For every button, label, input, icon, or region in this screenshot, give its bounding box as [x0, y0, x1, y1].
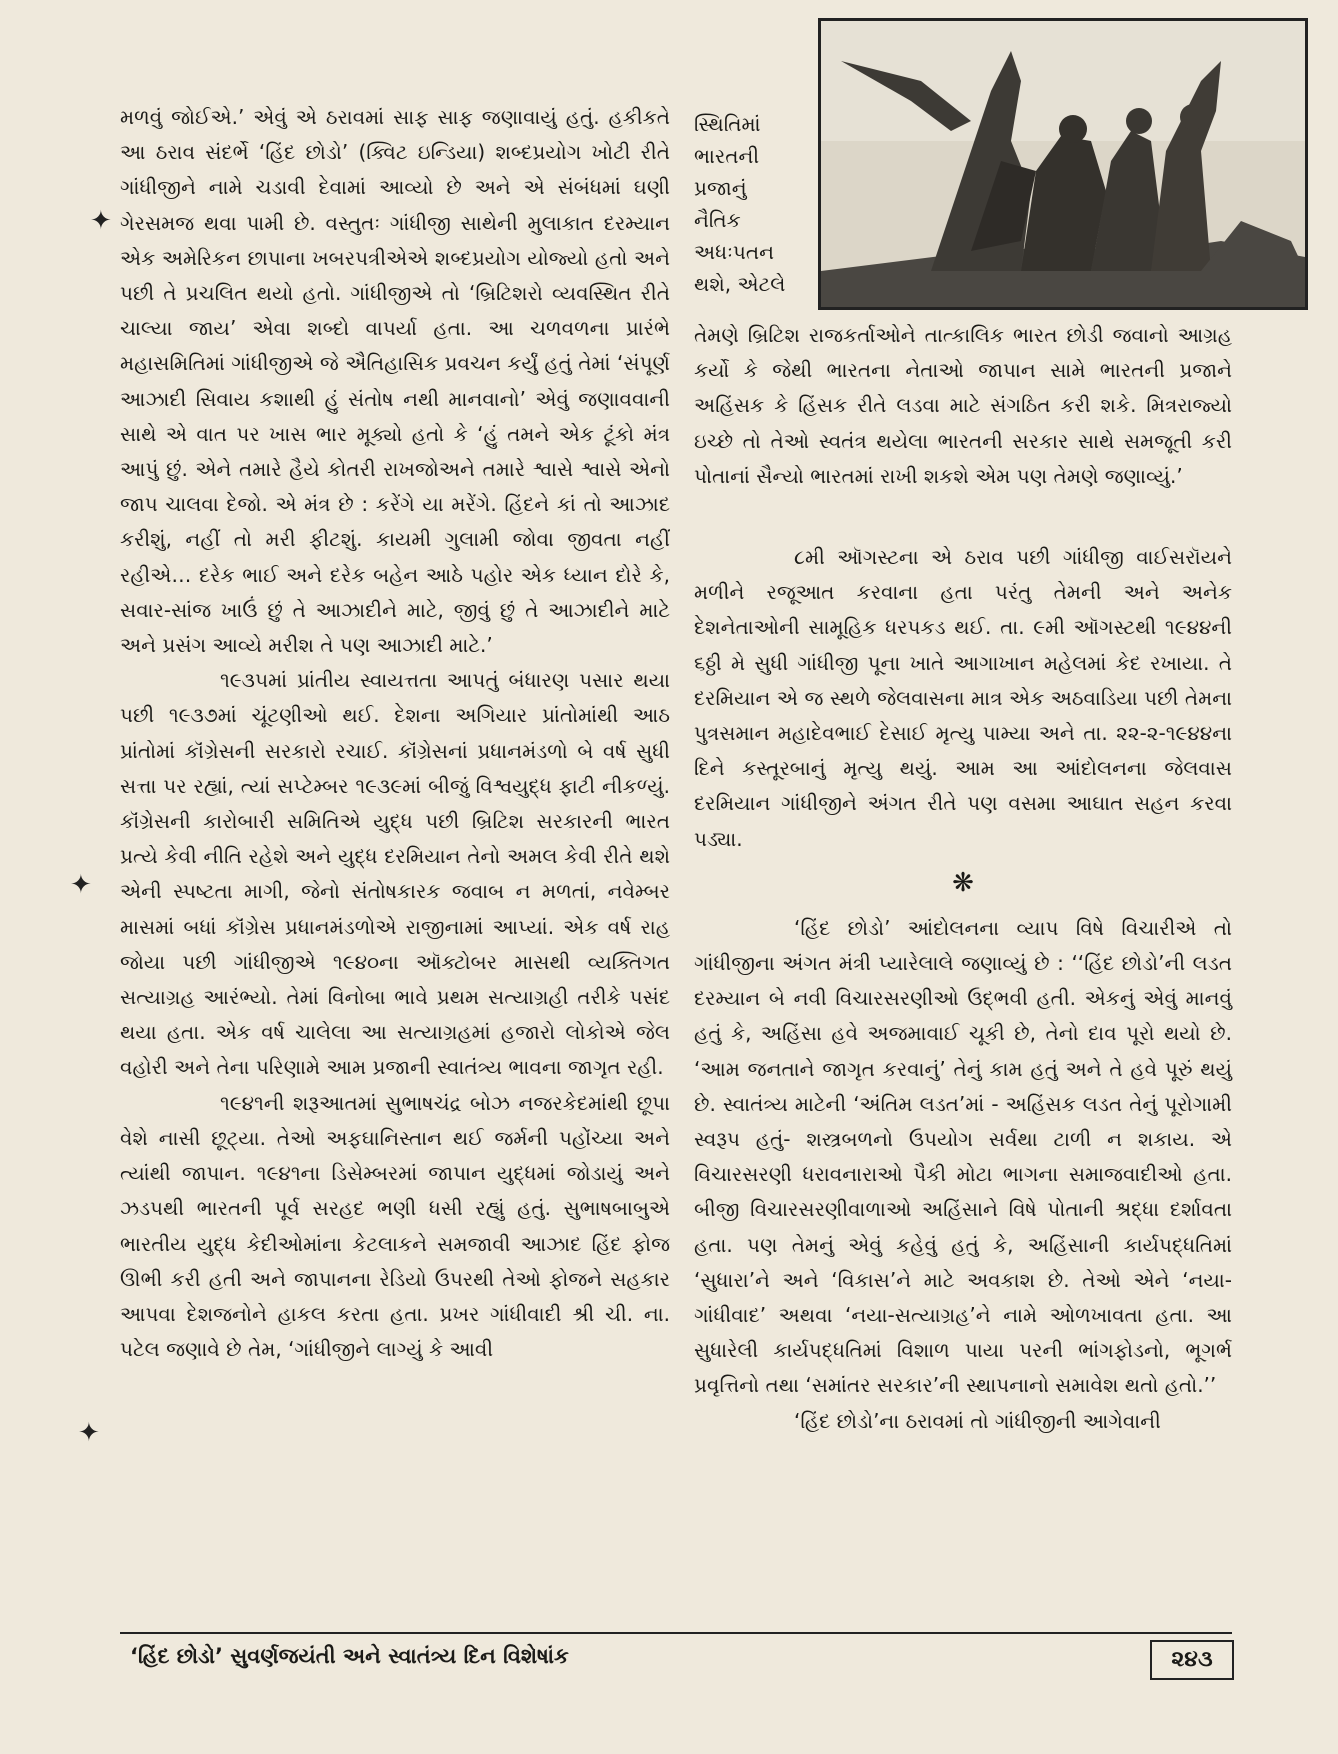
paragraph: ‘હિંદ છોડો’ના ઠરાવમાં તો ગાંધીજીની આગેવાની [794, 1408, 1161, 1433]
text-line: થશે, એટલે [694, 272, 786, 296]
statue-photo [818, 18, 1308, 310]
text-line: પ્રજાનું [694, 176, 747, 200]
paragraph: ‘હિંદ છોડો’ આંદોલનના વ્યાપ વિષે વિચારીએ તો ગાંધીજીના અંગત મંત્રી પ્યારેલાલે જણાવ્યું છે : ‘‘હિંદ છોડો’ની લડત દરમ્યાન બે નવી વિચારસરણીઓ ઉદ્ભવી હતી. એકનું એવું માનવું હતું કે, અહિંસા હવે અજમાવાઈ ચૂકી છે, તેનો દાવ પૂરો થયો છે. ‘આમ જનતાને જાગૃત કરવાનું’ તેનું કામ હતું અને તે હવે પૂરું થયું છે. સ્વાતંત્ર્ય માટેની ‘અંતિમ લડત’માં - અહિંસક લડત તેનું પૂરોગામી સ્વરૂપ હતું- શસ્ત્રબળનો ઉપયોગ સર્વથા ટાળી ન શકાય. એ વિચારસરણી ધરાવનારાઓ પૈકી મોટા ભાગના સમાજવાદીઓ હતા. બીજી વિચારસરણીવાળાઓ અહિંસાને વિષે પોતાની શ્રદ્ધા દર્શાવતા હતા. પણ તેમનું એવું કહેવું હતું કે, અહિંસાની કાર્યપદ્ધતિમાં ‘સુધારા’ને અને ‘વિકાસ’ને માટે અવકાશ છે. તેઓ એને ‘નયા-ગાંધીવાદ’ અથવા ‘નયા-સત્યાગ્રહ’ને નામે ઓળખાવતા હતા. આ સુધારેલી કાર્યપદ્ધતિમાં વિશાળ પાયા પરની ભાંગફોડનો, ભૂગર્ભ પ્રવૃત્તિનો તથા ‘સમાંતર સરકાર’ની સ્થાપનાનો સમાવેશ થતો હતો.’’ [694, 915, 1232, 1398]
right-column-bottom [694, 540, 1232, 1439]
text-line: ભારતની [694, 144, 760, 168]
photo-side-text [694, 108, 814, 300]
paragraph: ૮મી ઑગસ્ટના એ ઠરાવ પછી ગાંધીજી વાઈસરૉયને મળીને રજૂઆત કરવાના હતા પરંતુ તેમની અને અનેક દેશનેતાઓની સામૂહિક ધરપકડ થઈ. તા. ૯મી ઑગસ્ટથી ૧૯૪૪ની ૬ઠ્ઠી મે સુધી ગાંધીજી પૂના ખાતે આગાખાન મહેલમાં કેદ રખાયા. તે દરમિયાન એ જ સ્થળે જેલવાસના માત્ર એક અઠવાડિયા પછી તેમના પુત્રસમાન મહાદેવભાઈ દેસાઈ મૃત્યુ પામ્યા અને તા. ૨૨-૨-૧૯૪૪ના દિને કસ્તૂરબાનું મૃત્યુ થયું. આમ આ આંદોલનના જેલવાસ દરમિયાન ગાંધીજીને અંગત રીતે પણ વસમા આઘાત સહન કરવા પડ્યા. [694, 545, 1232, 851]
text-line: સ્થિતિમાં [694, 112, 761, 136]
paragraph: મળવું જોઈએ.’ એવું એ ઠરાવમાં સાફ સાફ જણાવાયું હતું. હકીકતે આ ઠરાવ સંદર્ભે ‘હિંદ છોડો’ (ક્વિટ ઇન્ડિયા) શબ્દપ્રયોગ ખોટી રીતે ગાંધીજીને નામે ચડાવી દેવામાં આવ્યો છે અને એ સંબંધમાં ઘણી ગેરસમજ થવા પામી છે. વસ્તુતઃ ગાંધીજી સાથેની મુલાકાત દરમ્યાન એક અમેરિકન છાપાના ખબરપત્રીએએ શબ્દપ્રયોગ યોજ્યો હતો અને પછી તે પ્રચલિત થયો હતો. ગાંધીજીએ તો ‘બ્રિટિશરો વ્યવસ્થિત રીતે ચાલ્યા જાય’ એવા શબ્દો વાપર્યા હતા. આ ચળવળના પ્રારંભે મહાસમિતિમાં ગાંધીજીએ જે ઐતિહાસિક પ્રવચન કર્યું હતું તેમાં ‘સંપૂર્ણ આઝાદી સિવાય કશાથી હું સંતોષ નથી માનવાનો’ એવું જણાવવાની સાથે એ વાત પર ખાસ ભાર મૂક્યો હતો કે ‘હું તમને એક ટૂંકો મંત્ર આપું છું. એને તમારે હૈયે કોતરી રાખજોઅને તમારે શ્વાસે શ્વાસે એનો જાપ ચાલવા દેજો. એ મંત્ર છે : કરેંગે યા મરેંગે. હિંદને કાં તો આઝાદ કરીશું, નહીં તો મરી ફીટશું. કાયમી ગુલામી જોવા જીવતા નહીં રહીએ… દરેક ભાઈ અને દરેક બહેન આઠે પહોર એક ધ્યાન દોરે કે, સવાર-સાંજ ખાઉં છું તે આઝાદીને માટે, જીવું છું તે આઝાદીને માટે અને પ્રસંગ આવ્યે મરીશ તે પણ આઝાદી માટે.’ [120, 105, 670, 658]
punch-hole-mark: ✦ [78, 1418, 100, 1448]
paragraph: ૧૯૪૧ની શરૂઆતમાં સુભાષચંદ્ર બોઝ નજરકેદમાંથી છૂપા વેશે નાસી છૂટ્યા. તેઓ અફઘાનિસ્તાન થઈ જર્મની પહોંચ્યા અને ત્યાંથી જાપાન. ૧૯૪૧ના ડિસેમ્બરમાં જાપાન યુદ્ધમાં જોડાયું અને ઝડપથી ભારતની પૂર્વ સરહદ ભણી ધસી રહ્યું હતું. સુભાષબાબુએ ભારતીય યુદ્ધ કેદીઓમાંના કેટલાકને સમજાવી આઝાદ હિંદ ફોજ ઊભી કરી હતી અને જાપાનના રેડિયો ઉપરથી તેઓ ફોજને સહકાર આપવા દેશજનોને હાકલ કરતા હતા. પ્રખર ગાંધીવાદી શ્રી ચી. ના. પટેલ જણાવે છે તેમ, ‘ગાંધીજીને લાગ્યું કે આવી [120, 1090, 670, 1362]
text-line: અધઃપતન [694, 240, 774, 264]
section-ornament: ❋ [952, 867, 974, 898]
punch-hole-mark: ✦ [90, 206, 112, 236]
footer-title: ‘હિંદ છોડો’ સુવર્ણજયંતી અને સ્વાતંત્ર્ય દિન વિશેષાંક [130, 1644, 569, 1668]
footer-divider [120, 1632, 1232, 1634]
page-number: ૨૪૩ [1150, 1640, 1234, 1680]
punch-hole-mark: ✦ [70, 870, 92, 900]
statue-group-image [821, 21, 1305, 307]
paragraph: તેમણે બ્રિટિશ રાજકર્તાઓને તાત્કાલિક ભારત છોડી જવાનો આગ્રહ કર્યો કે જેથી ભારતના નેતાઓ જાપાન સામે ભારતની પ્રજાને અહિંસક કે હિંસક રીતે લડવા માટે સંગઠિત કરી શકે. મિત્રરાજ્યો ઇચ્છે તો તેઓ સ્વતંત્ર થયેલા ભારતની સરકાર સાથે સમજૂતી કરી પોતાનાં સૈન્યો ભારતમાં રાખી શકશે એમ પણ તેમણે જણાવ્યું.’ [694, 323, 1232, 488]
left-column [120, 100, 670, 1367]
text-line: નૈતિક [694, 208, 741, 232]
right-column-top [694, 318, 1232, 494]
paragraph: ૧૯૩૫માં પ્રાંતીય સ્વાયત્તતા આપતું બંધારણ પસાર થયા પછી ૧૯૩૭માં ચૂંટણીઓ થઈ. દેશના અગિયાર પ્રાંતોમાંથી આઠ પ્રાંતોમાં કૉંગ્રેસની સરકારો રચાઈ. કૉંગ્રેસનાં પ્રધાનમંડળો બે વર્ષ સુધી સત્તા પર રહ્યાં, ત્યાં સપ્ટેમ્બર ૧૯૩૯માં બીજું વિશ્વયુદ્ધ ફાટી નીકળ્યું. કૉંગ્રેસની કારોબારી સમિતિએ યુદ્ધ પછી બ્રિટિશ સરકારની ભારત પ્રત્યે કેવી નીતિ રહેશે અને યુદ્ધ દરમિયાન તેનો અમલ કેવી રીતે થશે એની સ્પષ્ટતા માગી, જેનો સંતોષકારક જવાબ ન મળતાં, નવેમ્બર માસમાં બધાં કૉંગ્રેસ પ્રધાનમંડળોએ રાજીનામાં આપ્યાં. એક વર્ષ રાહ જોયા પછી ગાંધીજીએ ૧૯૪૦ના ઑક્ટોબર માસથી વ્યક્તિગત સત્યાગ્રહ આરંભ્યો. તેમાં વિનોબા ભાવે પ્રથમ સત્યાગ્રહી તરીકે પસંદ થયા હતા. એક વર્ષ ચાલેલા આ સત્યાગ્રહમાં હજારો લોકોએ જેલ વહોરી અને તેના પરિણામે આમ પ્રજાની સ્વાતંત્ર્ય ભાવના જાગૃત રહી. [120, 668, 670, 1080]
